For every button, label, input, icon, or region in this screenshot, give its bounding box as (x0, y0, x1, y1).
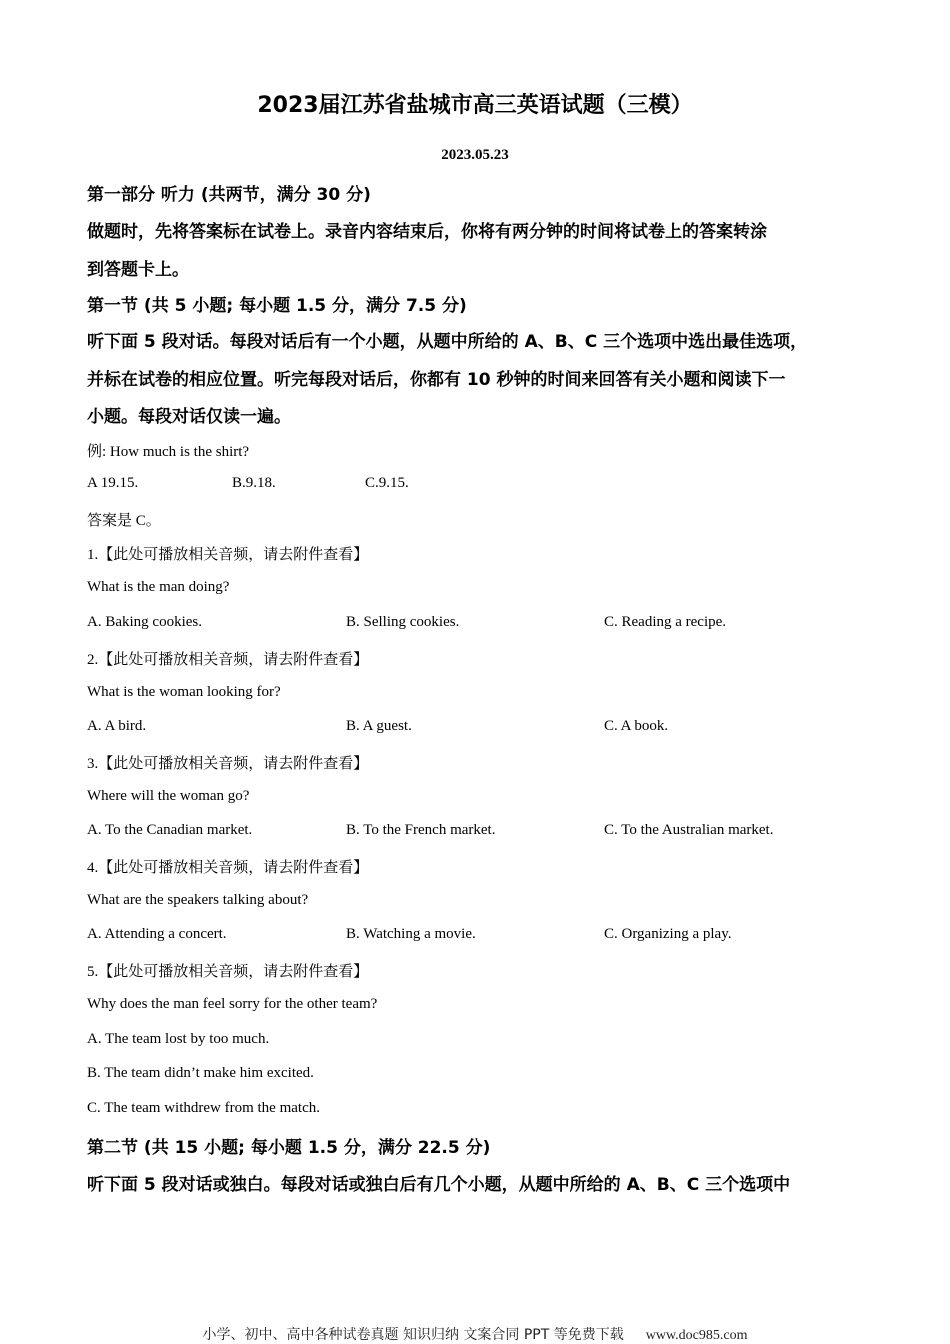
audio-placeholder[interactable]: 3.【此处可播放相关音频，请去附件查看】 (87, 756, 369, 772)
option-c: C. The team withdrew from the match. (87, 1100, 320, 1116)
section2-instruction-line: 听下面 5 段对话或独白。每段对话或独白后有几个小题，从题中所给的 A、B、C 三个选项中 (87, 1175, 791, 1195)
section1-instruction-line: 小题。每段对话仅读一遍。 (87, 407, 291, 427)
question-text: What is the woman looking for? (87, 684, 281, 700)
question-text: What is the man doing? (87, 579, 230, 595)
part1-instruction-line: 到答题卡上。 (87, 260, 189, 280)
option-b: B. To the French market. (346, 822, 496, 838)
example-answer: 答案是 C。 (87, 513, 161, 529)
section2-heading: 第二节 (共 15 小题; 每小题 1.5 分，满分 22.5 分) (87, 1138, 491, 1158)
option-a: A. To the Canadian market. (87, 822, 253, 838)
example-option-a: A 19.15. (87, 475, 139, 491)
option-c: C. A book. (604, 718, 669, 734)
audio-placeholder[interactable]: 5.【此处可播放相关音频，请去附件查看】 (87, 964, 369, 980)
section1-instruction-line: 并标在试卷的相应位置。听完每段对话后，你都有 10 秒钟的时间来回答有关小题和阅读下一 (87, 370, 786, 390)
section1-instruction-line: 听下面 5 段对话。每段对话后有一个小题，从题中所给的 A、B、C 三个选项中选出最佳选项， (87, 332, 808, 352)
page-footer (0, 1324, 950, 1344)
part1-heading: 第一部分 听力 (共两节，满分 30 分) (87, 185, 371, 205)
footer-url-link[interactable]: www.doc985.com (645, 1328, 748, 1343)
option-c: C. To the Australian market. (604, 822, 774, 838)
option-b: B. The team didn’t make him excited. (87, 1065, 314, 1081)
option-b: B. Selling cookies. (346, 614, 460, 630)
exam-title: 2023届江苏省盐城市高三英语试题（三模） (257, 93, 693, 118)
question-text: Where will the woman go? (87, 788, 250, 804)
option-c: C. Reading a recipe. (604, 614, 727, 630)
audio-placeholder[interactable]: 2.【此处可播放相关音频，请去附件查看】 (87, 652, 369, 668)
part1-instruction-line: 做题时，先将答案标在试卷上。录音内容结束后，你将有两分钟的时间将试卷上的答案转涂 (87, 222, 767, 242)
example-question: 例: How much is the shirt? (87, 444, 250, 460)
option-a: A. Baking cookies. (87, 614, 202, 630)
option-a: A. The team lost by too much. (87, 1031, 270, 1047)
option-c: C. Organizing a play. (604, 926, 732, 942)
question-text: What are the speakers talking about? (87, 892, 309, 908)
option-b: B. A guest. (346, 718, 412, 734)
question-text: Why does the man feel sorry for the other team? (87, 996, 378, 1012)
footer-text: 小学、初中、高中各种试卷真题 知识归纳 文案合同 PPT 等免费下载 (202, 1327, 624, 1343)
example-option-b: B.9.18. (232, 475, 276, 491)
audio-placeholder[interactable]: 4.【此处可播放相关音频，请去附件查看】 (87, 860, 369, 876)
section1-heading: 第一节 (共 5 小题; 每小题 1.5 分，满分 7.5 分) (87, 296, 467, 316)
option-b: B. Watching a movie. (346, 926, 476, 942)
audio-placeholder[interactable]: 1.【此处可播放相关音频，请去附件查看】 (87, 547, 369, 563)
option-a: A. A bird. (87, 718, 147, 734)
example-option-c: C.9.15. (365, 475, 409, 491)
option-a: A. Attending a concert. (87, 926, 227, 942)
exam-date: 2023.05.23 (441, 147, 509, 163)
